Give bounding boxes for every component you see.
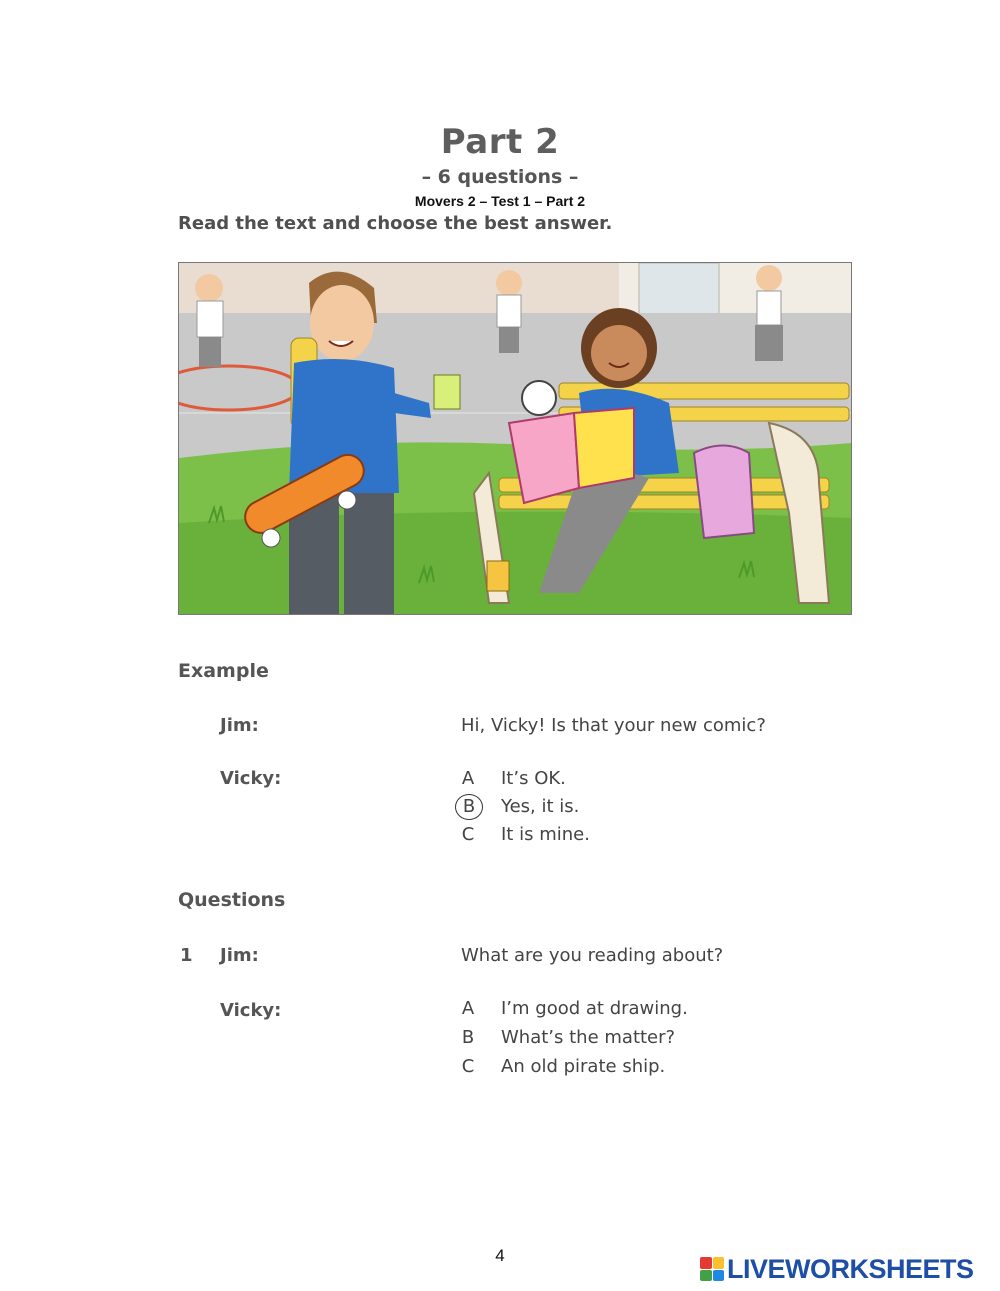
option-text: Yes, it is. (501, 796, 580, 817)
option-text: I’m good at drawing. (501, 998, 688, 1019)
example-option-c (455, 824, 655, 850)
question-1-jim-line: What are you reading about? (461, 945, 724, 966)
question-number: 1 (180, 945, 193, 966)
option-text: It is mine. (501, 824, 590, 845)
option-letter: B (461, 1027, 475, 1048)
example-vicky-label: Vicky: (220, 768, 282, 789)
question-1-jim-label: Jim: (220, 945, 259, 966)
option-text: An old pirate ship. (501, 1056, 666, 1077)
part-title: Part 2 (440, 122, 560, 162)
option-letter: A (461, 768, 475, 789)
question-1-option-c[interactable] (455, 1056, 755, 1082)
question-1-option-a[interactable] (455, 998, 755, 1024)
example-option-a (455, 768, 655, 794)
liveworksheets-brand[interactable] (700, 1253, 974, 1285)
page-number: 4 (495, 1246, 505, 1265)
park-scene-illustration (178, 262, 852, 615)
example-option-b (455, 796, 655, 822)
option-letter-circled: B (455, 794, 483, 820)
option-letter: C (461, 1056, 475, 1077)
instruction: Read the text and choose the best answer. (178, 213, 613, 234)
brand-name: LIVEWORKSHEETS (727, 1253, 974, 1284)
questions-count: – 6 questions – (421, 166, 579, 188)
questions-heading: Questions (178, 889, 286, 911)
option-text: It’s OK. (501, 768, 566, 789)
example-jim-label: Jim: (220, 715, 259, 736)
question-1-option-b[interactable] (455, 1027, 755, 1053)
example-jim-line: Hi, Vicky! Is that your new comic? (461, 715, 766, 736)
question-1-vicky-label: Vicky: (220, 1000, 282, 1021)
test-reference: Movers 2 – Test 1 – Part 2 (414, 193, 586, 209)
example-options (455, 768, 655, 858)
example-heading: Example (178, 660, 269, 682)
option-letter: C (461, 824, 475, 845)
question-1-options[interactable] (455, 998, 755, 1088)
liveworksheets-logo-icon (700, 1257, 724, 1281)
option-letter: A (461, 998, 475, 1019)
option-text: What’s the matter? (501, 1027, 676, 1048)
